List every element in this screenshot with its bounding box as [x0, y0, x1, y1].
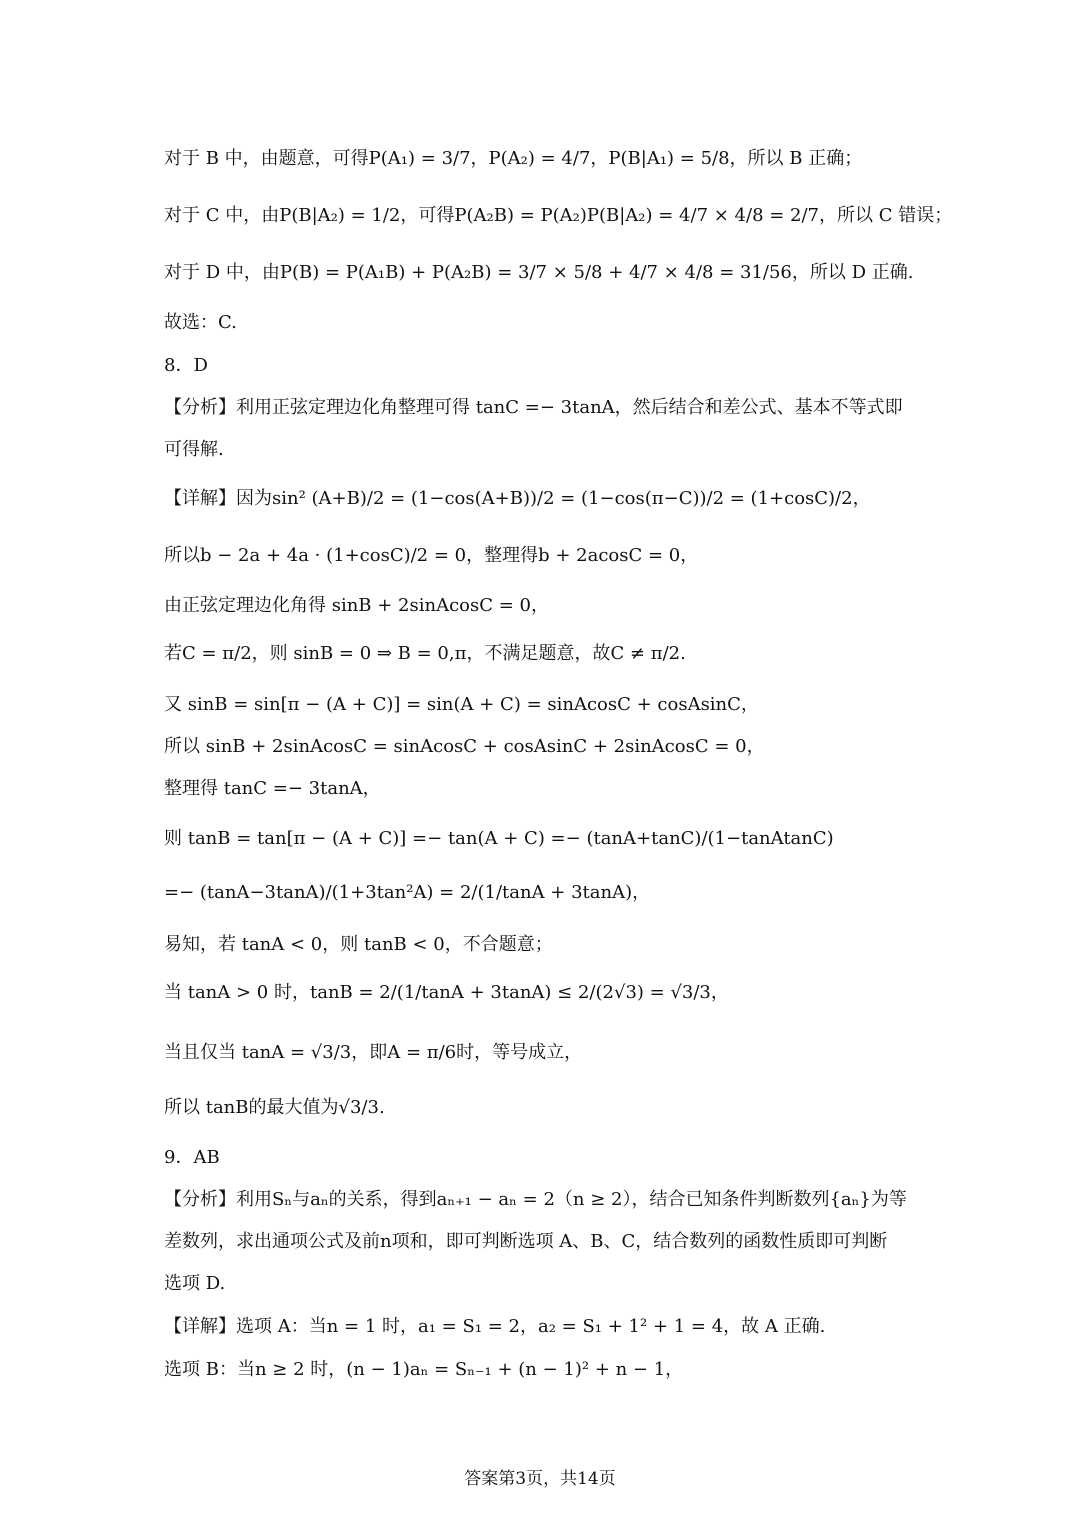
analysis-9-line-1: 【分析】利用Sₙ与aₙ的关系，得到aₙ₊₁ − aₙ = 2（n ≥ 2），结合已知条件判断数列{aₙ}为等 [164, 1189, 907, 1210]
analysis-9-line-3: 选项 D. [164, 1273, 226, 1294]
text-line-4: 故选：C. [164, 312, 237, 333]
detail-8-line-11: 当 tanA > 0 时，tanB = 2/(1/tanA + 3tanA) ≤ 2/(2√3) = √3/3， [164, 982, 729, 1003]
detail-8-line-3: 由正弦定理边化角得 sinB + 2sinAcosC = 0， [164, 595, 550, 616]
detail-8-line-7: 整理得 tanC =− 3tanA， [164, 778, 381, 799]
detail-8-line-5: 又 sinB = sin[π − (A + C)] = sin(A + C) = sinAcosC + cosAsinC， [164, 694, 759, 715]
detail-9-line-1: 【详解】选项 A：当n = 1 时，a₁ = S₁ = 2，a₂ = S₁ + 1² + 1 = 4，故 A 正确. [164, 1316, 826, 1337]
analysis-8-line-2: 可得解. [164, 439, 224, 460]
question-9-answer: 9．AB [164, 1147, 220, 1168]
detail-8-line-4: 若C = π/2，则 sinB = 0 ⇒ B = 0,π，不满足题意，故C ≠ π/2. [164, 643, 686, 664]
question-8-answer: 8．D [164, 355, 208, 376]
text-line-2: 对于 C 中，由P(B|A₂) = 1/2，可得P(A₂B) = P(A₂)P(B|A₂) = 4/7 × 4/8 = 2/7，所以 C 错误； [164, 205, 953, 226]
text-line-3: 对于 D 中，由P(B) = P(A₁B) + P(A₂B) = 3/7 × 5/8 + 4/7 × 4/8 = 31/56，所以 D 正确. [164, 262, 914, 283]
analysis-9-line-2: 差数列，求出通项公式及前n项和，即可判断选项 A、B、C，结合数列的函数性质即可判断 [164, 1231, 888, 1252]
page-footer: 答案第3页，共14页 [464, 1469, 616, 1489]
detail-8-line-1: 【详解】因为sin² (A+B)/2 = (1−cos(A+B))/2 = (1−cos(π−C))/2 = (1+cosC)/2， [164, 488, 871, 509]
text-line-1: 对于 B 中，由题意，可得P(A₁) = 3/7，P(A₂) = 4/7，P(B|A₁) = 5/8，所以 B 正确； [164, 148, 863, 169]
detail-9-line-2: 选项 B：当n ≥ 2 时，(n − 1)aₙ = Sₙ₋₁ + (n − 1)² + n − 1， [164, 1359, 684, 1380]
analysis-8-line-1: 【分析】利用正弦定理边化角整理可得 tanC =− 3tanA，然后结合和差公式、基本不等式即 [164, 397, 903, 418]
detail-8-line-9: =− (tanA−3tanA)/(1+3tan²A) = 2/(1/tanA + 3tanA)， [164, 882, 651, 903]
detail-8-line-6: 所以 sinB + 2sinAcosC = sinAcosC + cosAsinC + 2sinAcosC = 0， [164, 736, 765, 757]
detail-8-line-10: 易知，若 tanA < 0，则 tanB < 0，不合题意； [164, 934, 553, 955]
detail-8-line-12: 当且仅当 tanA = √3/3，即A = π/6时，等号成立， [164, 1042, 583, 1063]
detail-8-line-13: 所以 tanB的最大值为√3/3. [164, 1097, 385, 1118]
detail-8-line-8: 则 tanB = tan[π − (A + C)] =− tan(A + C) =− (tanA+tanC)/(1−tanAtanC) [164, 828, 834, 849]
detail-8-line-2: 所以b − 2a + 4a · (1+cosC)/2 = 0，整理得b + 2acosC = 0， [164, 545, 699, 566]
